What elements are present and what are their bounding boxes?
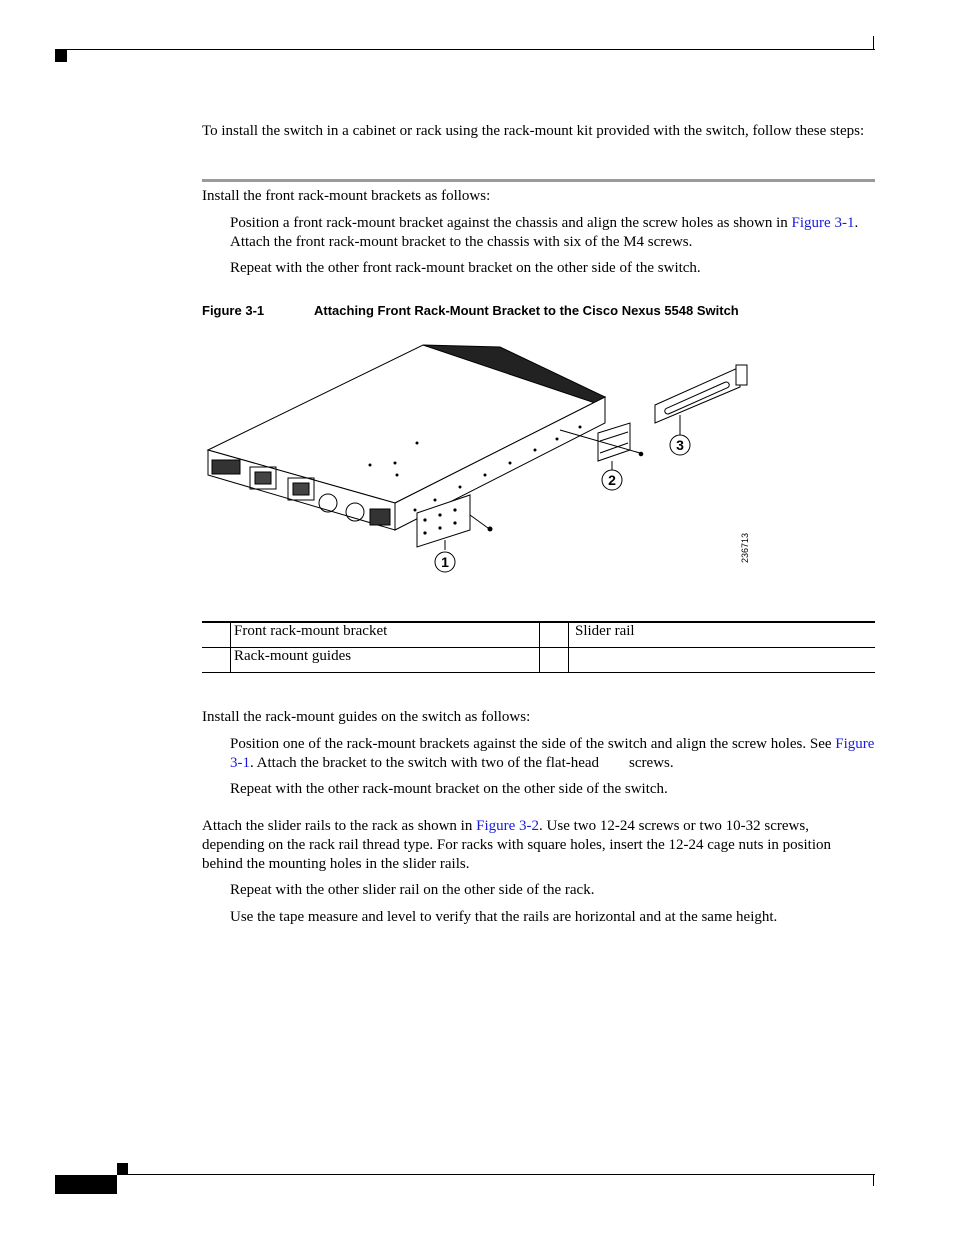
header-tick — [873, 36, 874, 50]
step1-sub1 — [230, 214, 875, 252]
step-divider — [202, 179, 875, 182]
step2-sub1-text: Position one of the rack-mount brackets against the side of the switch and align the screw holes. See — [230, 736, 832, 752]
callout-2 — [602, 470, 622, 490]
footer-page-tab — [55, 1175, 117, 1194]
footer-marker — [117, 1163, 128, 1174]
step2-sub2: Repeat with the other rack-mount bracket on the other side of the switch. — [230, 781, 668, 797]
header-rule — [55, 49, 875, 50]
step2-heading: Install the rack-mount guides on the switch as follows: — [202, 709, 531, 725]
callout-3 — [670, 435, 690, 455]
legend-row — [202, 622, 875, 648]
footer-rule — [117, 1174, 875, 1175]
legend-number — [202, 648, 231, 673]
figure-legend-table — [202, 621, 875, 673]
legend-row — [202, 648, 875, 673]
svg-text:3: 3 — [676, 437, 684, 453]
step3-text: Attach the slider rails to the rack as shown in — [202, 818, 473, 834]
svg-text:2: 2 — [608, 472, 616, 488]
step2-sub1 — [230, 735, 875, 773]
legend-number — [540, 622, 569, 648]
figure-title: Attaching Front Rack-Mount Bracket to the Cisco Nexus 5548 Switch — [314, 303, 739, 318]
rack-mount-illustration — [200, 335, 760, 585]
step1-sub2: Repeat with the other front rack-mount bracket on the other side of the switch. — [230, 260, 701, 276]
step1-sub1-text: Position a front rack-mount bracket against the chassis and align the screw holes as shown in — [230, 215, 788, 231]
legend-label — [569, 648, 876, 673]
step2-sub1-text-after: . Attach the bracket to the switch with two of the flat-head screws. — [250, 755, 674, 771]
figure-3-1-link[interactable]: Figure 3-1 — [230, 736, 875, 771]
figure-3-2-link[interactable]: Figure 3-2 — [476, 818, 540, 834]
step5-paragraph: Use the tape measure and level to verify that the rails are horizontal and at the same height. — [230, 909, 778, 925]
step3-text-after: . Use two 12-24 screws or two 10-32 screws, depending on the rack rail thread type. For racks with square holes, insert the 12-24 cage nuts in position behind the mounting holes in the slider rails. — [202, 818, 832, 872]
legend-label: Slider rail — [569, 622, 876, 648]
legend-number — [202, 622, 231, 648]
legend-label: Front rack-mount bracket — [231, 622, 540, 648]
footer-tick — [873, 1174, 874, 1186]
header-marker — [55, 50, 67, 62]
legend-number — [540, 648, 569, 673]
svg-text:1: 1 — [441, 554, 449, 570]
step1-heading: Install the front rack-mount brackets as follows: — [202, 188, 491, 204]
figure-label: Figure 3-1 — [202, 303, 265, 318]
legend-label: Rack-mount guides — [231, 648, 540, 673]
intro-paragraph: To install the switch in a cabinet or rack using the rack-mount kit provided with the switch, follow these steps: — [202, 123, 865, 139]
step3-paragraph — [202, 817, 875, 874]
callout-1 — [435, 552, 455, 572]
step4-paragraph: Repeat with the other slider rail on the other side of the rack. — [230, 882, 595, 898]
art-number: 236713 — [740, 532, 750, 563]
figure-3-1-link[interactable]: Figure 3-1 — [791, 215, 855, 231]
step1-sub1-text-after: . Attach the front rack-mount bracket to the chassis with six of the M4 screws. — [230, 215, 859, 250]
